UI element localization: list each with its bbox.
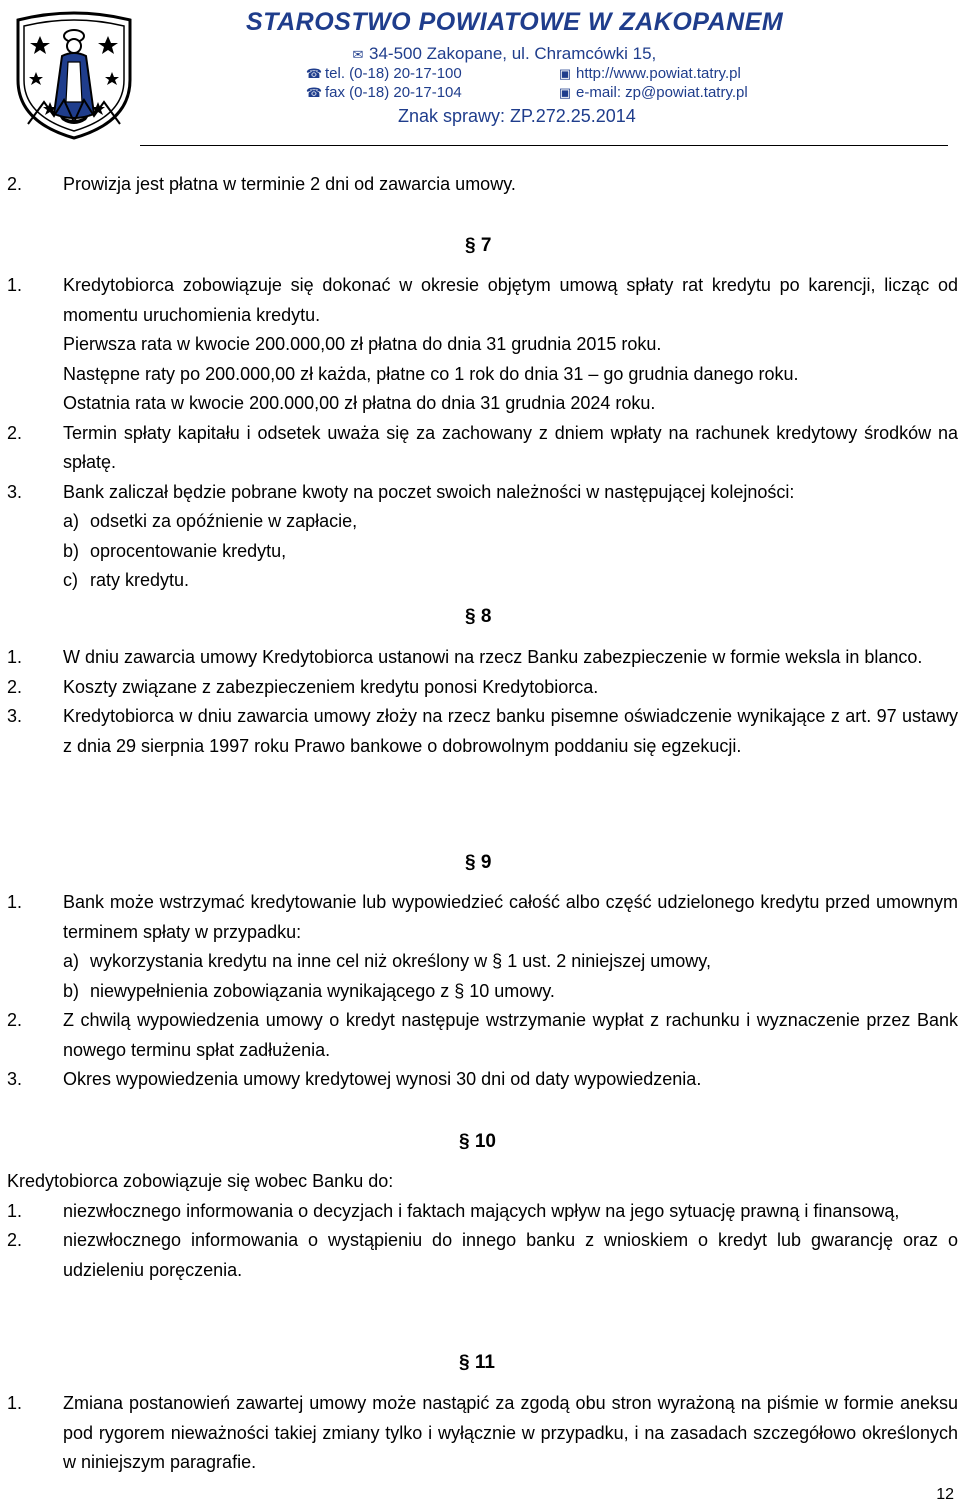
section-heading-7: § 7 [465, 235, 492, 256]
section-heading-8: § 8 [465, 606, 492, 627]
s11-item-1: 1. Zmiana postanowień zawartej umowy może nastąpić za zgodą obu stron wyrażoną na piśmie w formie aneksu pod rygorem nieważności takiej zmiany tylko i wyłącznie w przypadku, i na zasadach szczegółowo określonych w niniejszym paragrafie. [7, 1393, 958, 1472]
s7-item-1: 1. Kredytobiorca zobowiązuje się dokonać w okresie objętym umową spłaty rat kredytu po karencji, licząc od momentu uruchomienia kredytu. [7, 275, 958, 325]
s7-item-3: 3. Bank zaliczał będzie pobrane kwoty na poczet swoich należności w następującej kolejności: [7, 481, 795, 502]
s10-item-2: 2. niezwłocznego informowania o wystąpieniu do innego banku z wnioskiem o kredyt lub gwarancję oraz o udzieleniu poręczenia. [7, 1230, 958, 1280]
email-link[interactable]: e-mail: zp@powiat.tatry.pl [576, 84, 748, 101]
header-divider [140, 145, 948, 146]
case-number: Znak sprawy: ZP.272.25.2014 [398, 106, 636, 126]
s9-item-1b: b) niewypełnienia zobowiązania wynikającego z § 10 umowy. [63, 980, 555, 1001]
letterhead [0, 0, 960, 150]
office-address [349, 44, 656, 64]
telephone-icon: ☎ [305, 85, 323, 100]
s6-item-2: 2. Prowizja jest płatna w terminie 2 dni od zawarcia umowy. [7, 174, 516, 194]
website-link[interactable]: http://www.powiat.tatry.pl [576, 65, 741, 82]
section-10 [7, 1167, 958, 1285]
s9-item-2: 2. Z chwilą wypowiedzenia umowy o kredyt następuje wstrzymanie wypłat z rachunku i wyznaczenie przez Bank nowego terminu spłat zadłużenia. [7, 1010, 958, 1060]
office-name: STAROSTWO POWIATOWE W ZAKOPANEM [246, 8, 784, 36]
section-11 [7, 1389, 958, 1478]
s7-item-3b: b) oprocentowanie kredytu, [63, 540, 287, 561]
s7-item-3a: a) odsetki za opóźnienie w zapłacie, [63, 511, 358, 531]
page-number: 12 [936, 1486, 954, 1503]
telephone-icon: ☎ [305, 66, 323, 81]
phone-text: tel. (0-18) 20-17-100 [325, 65, 462, 82]
s8-item-1: 1. W dniu zawarcia umowy Kredytobiorca ustanowi na rzecz Banku zabezpieczenie w formie weksla in blanco. [7, 647, 923, 667]
computer-icon: ▣ [558, 66, 572, 81]
office-phone [305, 65, 462, 82]
s9-item-1a: a) wykorzystania kredytu na inne cel niż określony w § 1 ust. 2 niniejszej umowy, [63, 951, 711, 971]
s7-line-first-rate: Pierwsza rata w kwocie 200.000,00 zł płatna do dnia 31 grudnia 2015 roku. [63, 334, 662, 354]
section-9 [7, 888, 958, 1095]
s8-item-2: 2. Koszty związane z zabezpieczeniem kredytu ponosi Kredytobiorca. [7, 676, 599, 697]
section-heading-10: § 10 [459, 1131, 496, 1152]
envelope-icon: ✉ [352, 47, 364, 62]
office-fax [305, 84, 462, 101]
office-email[interactable] [556, 84, 748, 101]
s7-item-3c: c) raty kredytu. [63, 570, 190, 590]
s7-line-last-rate: Ostatnia rata w kwocie 200.000,00 zł płatna do dnia 31 grudnia 2024 roku. [63, 393, 656, 413]
s10-intro: Kredytobiorca zobowiązuje się wobec Banku do: [7, 1171, 394, 1191]
s9-item-1: 1. Bank może wstrzymać kredytowanie lub wypowiedzieć całość albo część udzielonego kredytu przed umownym terminem spłaty w przypadku: [7, 892, 958, 942]
s10-item-1: 1. niezwłocznego informowania o decyzjach i faktach mających wpływ na jego sytuację prawną i finansową, [7, 1200, 900, 1221]
powiat-tatrzanski-coat-of-arms-icon [10, 2, 138, 142]
fax-text: fax (0-18) 20-17-104 [325, 84, 462, 101]
address-text: 34-500 Zakopane, ul. Chramcówki 15, [369, 44, 657, 63]
section-8 [7, 643, 958, 761]
section-heading-9: § 9 [465, 852, 492, 873]
section-7 [7, 271, 958, 596]
s8-item-3: 3. Kredytobiorca w dniu zawarcia umowy złoży na rzecz banku pisemne oświadczenie wynikające z art. 97 ustawy z dnia 29 sierpnia 1997 roku Prawo bankowe o dobrowolnym poddaniu się egzekucji. [7, 706, 958, 756]
s7-item-2: 2. Termin spłaty kapitału i odsetek uważa się za zachowany z dniem wpłaty na rachunek kredytowy środków na spłatę. [7, 422, 958, 472]
section-heading-11: § 11 [459, 1352, 495, 1373]
office-website[interactable] [556, 65, 741, 82]
computer-icon: ▣ [558, 85, 572, 100]
s9-item-3: 3. Okres wypowiedzenia umowy kredytowej wynosi 30 dni od daty wypowiedzenia. [7, 1069, 702, 1089]
s7-line-next-rates: Następne raty po 200.000,00 zł każda, płatne co 1 rok do dnia 31 – go grudnia danego roku. [63, 363, 799, 384]
